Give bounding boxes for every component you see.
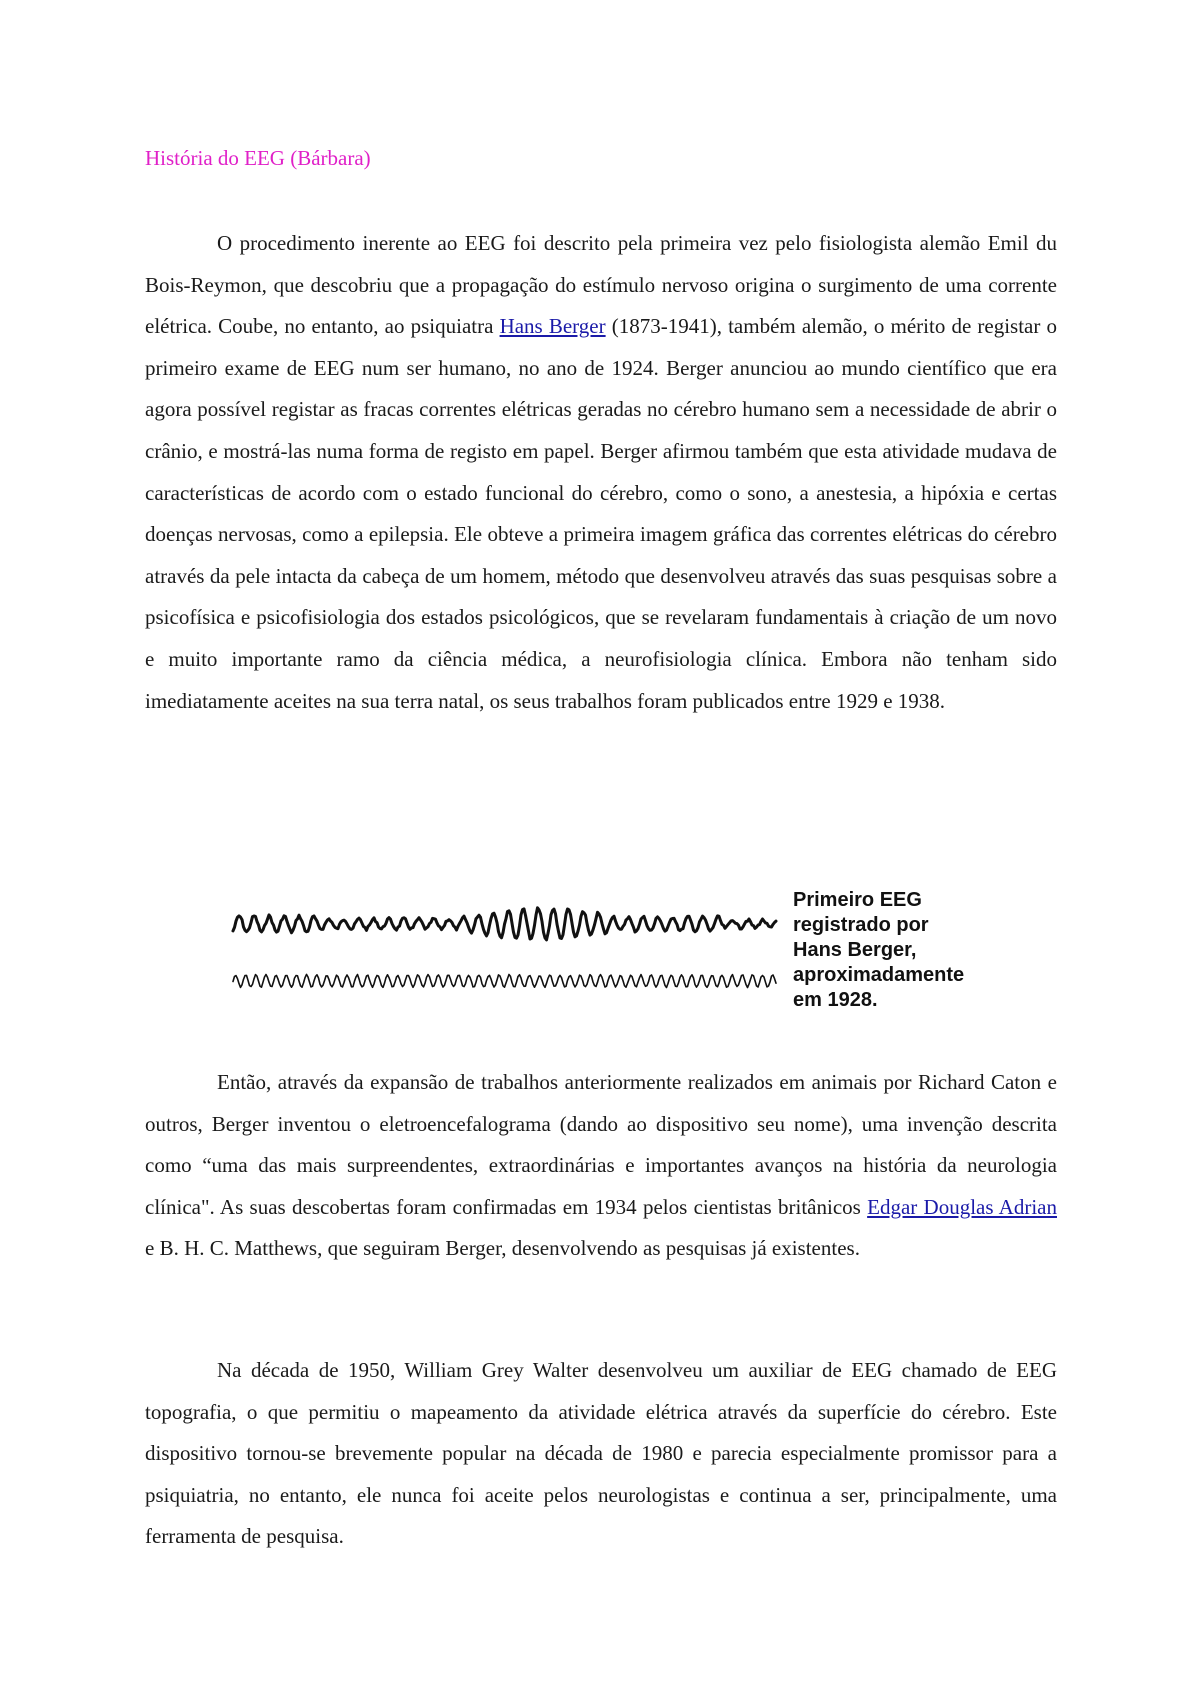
eeg-waveform-image [228, 880, 788, 1020]
caption-line: registrado por [793, 914, 929, 936]
eeg-trace-1 [233, 908, 776, 940]
figure-caption [793, 888, 1003, 1013]
paragraph-text: O procedimento inerente ao EEG foi descrito pela primeira vez pelo fisiologista alemão Emil du Bois-Reymon, que descobriu que a propagação do estímulo nervoso origina o surgimento de uma corrente elétrica. Coube, no entanto, ao psiquiatra [145, 231, 1057, 339]
caption-line: aproximadamente [793, 964, 965, 986]
paragraph-eeg-topography [145, 1350, 1057, 1558]
paragraph-text: e B. H. C. Matthews, que seguiram Berger, desenvolvendo as pesquisas já existentes. [145, 1236, 860, 1261]
caption-line: Hans Berger, [793, 939, 917, 961]
paragraph-berger-invention [145, 1062, 1057, 1270]
edgar-douglas-adrian-link[interactable]: Edgar Douglas Adrian [867, 1194, 1057, 1219]
paragraph-text: Na década de 1950, William Grey Walter desenvolveu um auxiliar de EEG chamado de EEG topografia, o que permitiu o mapeamento da atividade elétrica através da superfície do cérebro. Este dispositivo tornou-se brevemente popular na década de 1980 e parecia especialmente promissor para a psiquiatria, no entanto, ele nunca foi aceite pelos neurologistas e continua a ser, principalmente, uma ferramenta de pesquisa. [145, 1358, 1057, 1549]
paragraph-berger-history [145, 223, 1057, 722]
eeg-figure [228, 880, 998, 1020]
document-heading: História do EEG (Bárbara) [145, 146, 371, 170]
paragraph-text: (1873-1941), também alemão, o mérito de registar o primeiro exame de EEG num ser humano, no ano de 1924. Berger anunciou ao mundo científico que era agora possível registar as fracas correntes elétricas geradas no cérebro humano sem a necessidade de abrir o crânio, e mostrá-las numa forma de registo em papel. Berger afirmou também que esta atividade mudava de características de acordo com o estado funcional do cérebro, como o sono, a anestesia, a hipóxia e certas doenças nervosas, como a epilepsia. Ele obteve a primeira imagem gráfica das correntes elétricas do cérebro através da pele intacta da cabeça de um homem, método que desenvolveu através das suas pesquisas sobre a psicofísica e psicofisiologia dos estados psicológicos, que se revelaram fundamentais à criação de um novo e muito importante ramo da ciência médica, a neurofisiologia clínica. Embora não tenham sido imediatamente aceites na sua terra natal, os seus trabalhos foram publicados entre 1929 e 1938. [145, 314, 1057, 713]
paragraph-text: Então, através da expansão de trabalhos anteriormente realizados em animais por Richard Caton e outros, Berger inventou o eletroencefalograma (dando ao dispositivo seu nome), uma invenção descrita como “uma das mais surpreendentes, extraordinárias e importantes avanços na história da neurologia clínica". As suas descobertas foram confirmadas em 1934 pelos cientistas britânicos [145, 1070, 1057, 1219]
hans-berger-link[interactable]: Hans Berger [499, 314, 606, 339]
caption-line: em 1928. [793, 989, 878, 1011]
caption-line: Primeiro EEG [793, 889, 922, 911]
eeg-trace-2 [233, 974, 776, 987]
